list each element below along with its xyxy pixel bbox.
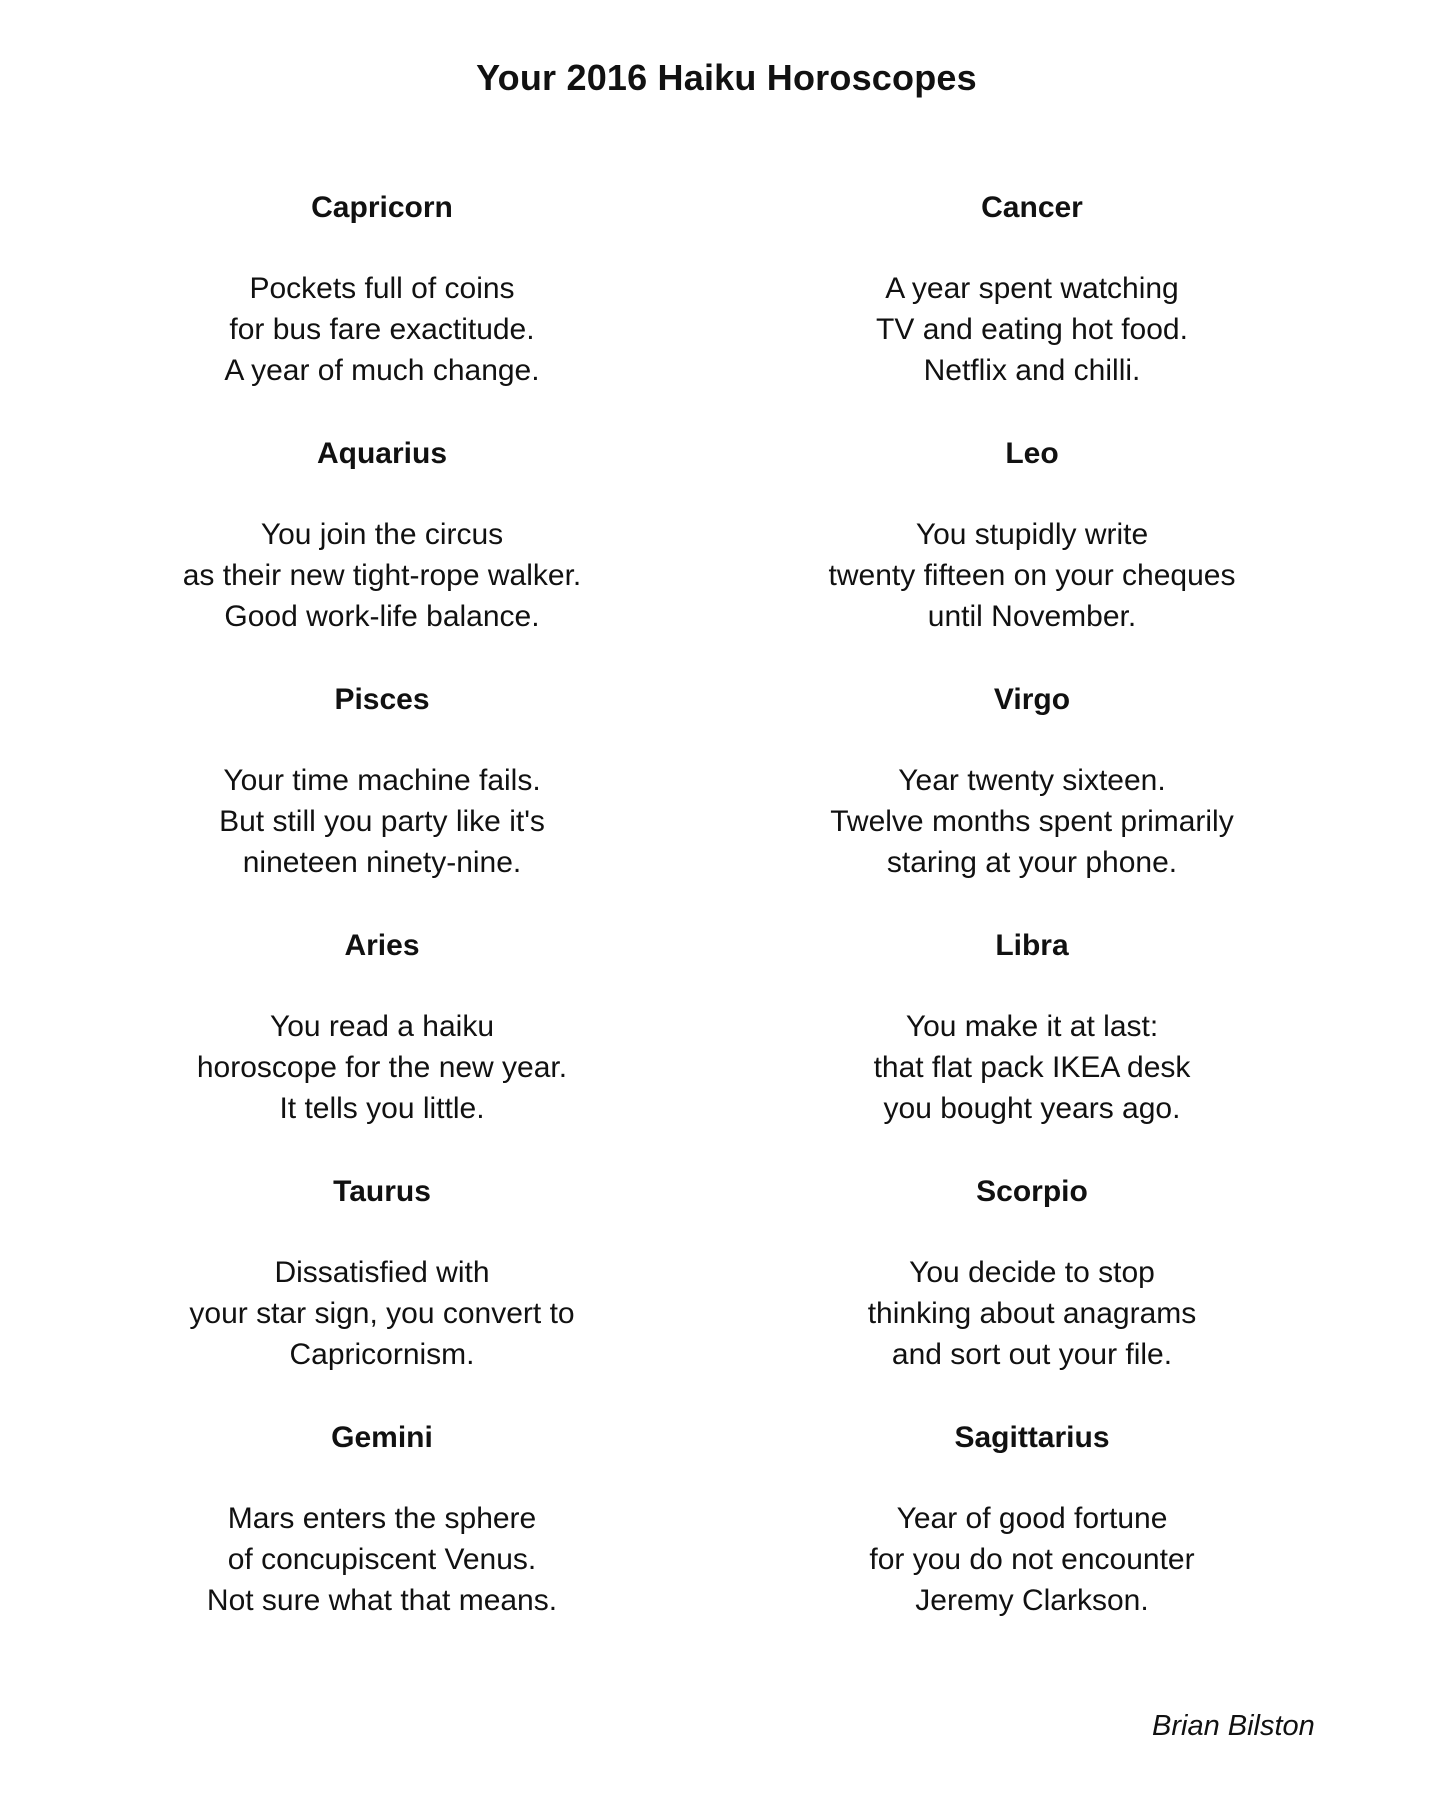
horoscope-libra: [712, 926, 1352, 1172]
horoscope-aries: [62, 926, 702, 1172]
haiku-line: You decide to stop: [909, 1256, 1155, 1289]
sign-name: Leo: [1005, 437, 1059, 470]
haiku: [62, 514, 702, 637]
horoscope-sagittarius: [712, 1418, 1352, 1664]
haiku-line: It tells you little.: [279, 1092, 485, 1125]
haiku-line: your star sign, you convert to: [189, 1297, 575, 1330]
haiku: [712, 268, 1352, 391]
haiku-line: You join the circus: [260, 518, 504, 551]
haiku: [712, 1006, 1352, 1129]
horoscope-capricorn: [62, 188, 702, 434]
haiku-line: staring at your phone.: [886, 846, 1178, 879]
haiku-line: that flat pack IKEA desk: [873, 1051, 1191, 1084]
haiku-line: A year of much change.: [224, 354, 540, 387]
haiku-line: Twelve months spent primarily: [830, 805, 1234, 838]
sign-name: Aquarius: [316, 437, 448, 470]
left-column: [62, 188, 702, 1664]
haiku-line: for bus fare exactitude.: [229, 313, 535, 346]
horoscope-scorpio: [712, 1172, 1352, 1418]
haiku-line: Pockets full of coins: [249, 272, 515, 305]
sign-name: Scorpio: [976, 1175, 1088, 1208]
horoscope-pisces: [62, 680, 702, 926]
haiku-line: You stupidly write: [915, 518, 1149, 551]
author-signature: Brian Bilston: [1152, 1710, 1315, 1742]
haiku-line: But still you party like it's: [219, 805, 545, 838]
sign-name: Libra: [995, 929, 1069, 962]
haiku-line: Good work-life balance.: [224, 600, 540, 633]
haiku: [62, 268, 702, 391]
sign-name: Pisces: [334, 683, 430, 716]
haiku-line: Dissatisfied with: [274, 1256, 490, 1289]
sign-name: Aries: [344, 929, 420, 962]
sign-name: Cancer: [981, 191, 1083, 224]
haiku-line: Not sure what that means.: [206, 1584, 558, 1617]
horoscope-leo: [712, 434, 1352, 680]
sign-name: Virgo: [993, 683, 1071, 716]
right-column: [712, 188, 1352, 1664]
haiku: [62, 1252, 702, 1375]
horoscope-virgo: [712, 680, 1352, 926]
haiku-line: and sort out your file.: [891, 1338, 1173, 1371]
sign-name: Sagittarius: [954, 1421, 1110, 1454]
haiku-line: for you do not encounter: [869, 1543, 1195, 1576]
haiku-line: until November.: [927, 600, 1137, 633]
haiku-line: thinking about anagrams: [867, 1297, 1197, 1330]
haiku: [62, 760, 702, 883]
haiku-line: as their new tight-rope walker.: [182, 559, 582, 592]
haiku: [712, 1252, 1352, 1375]
haiku-line: You make it at last:: [905, 1010, 1159, 1043]
haiku-line: Year of good fortune: [896, 1502, 1168, 1535]
haiku-line: twenty fifteen on your cheques: [828, 559, 1236, 592]
horoscope-cancer: [712, 188, 1352, 434]
horoscope-taurus: [62, 1172, 702, 1418]
sign-name: Capricorn: [311, 191, 453, 224]
haiku-line: You read a haiku: [269, 1010, 495, 1043]
haiku: [712, 1498, 1352, 1621]
haiku-line: nineteen ninety-nine.: [242, 846, 522, 879]
haiku-line: A year spent watching: [885, 272, 1179, 305]
haiku-line: Netflix and chilli.: [923, 354, 1141, 387]
haiku-line: of concupiscent Venus.: [227, 1543, 537, 1576]
haiku-line: Capricornism.: [289, 1338, 475, 1371]
page-title: Your 2016 Haiku Horoscopes: [476, 57, 977, 98]
haiku: [712, 514, 1352, 637]
haiku-line: TV and eating hot food.: [876, 313, 1188, 346]
haiku-line: Your time machine fails.: [223, 764, 541, 797]
haiku: [62, 1498, 702, 1621]
haiku-line: Mars enters the sphere: [227, 1502, 537, 1535]
haiku-line: Year twenty sixteen.: [898, 764, 1166, 797]
sign-name: Taurus: [333, 1175, 431, 1208]
haiku: [712, 760, 1352, 883]
haiku-line: horoscope for the new year.: [196, 1051, 568, 1084]
horoscope-aquarius: [62, 434, 702, 680]
haiku: [62, 1006, 702, 1129]
haiku-line: you bought years ago.: [883, 1092, 1181, 1125]
sign-name: Gemini: [331, 1421, 433, 1454]
horoscope-gemini: [62, 1418, 702, 1664]
haiku-line: Jeremy Clarkson.: [915, 1584, 1149, 1617]
